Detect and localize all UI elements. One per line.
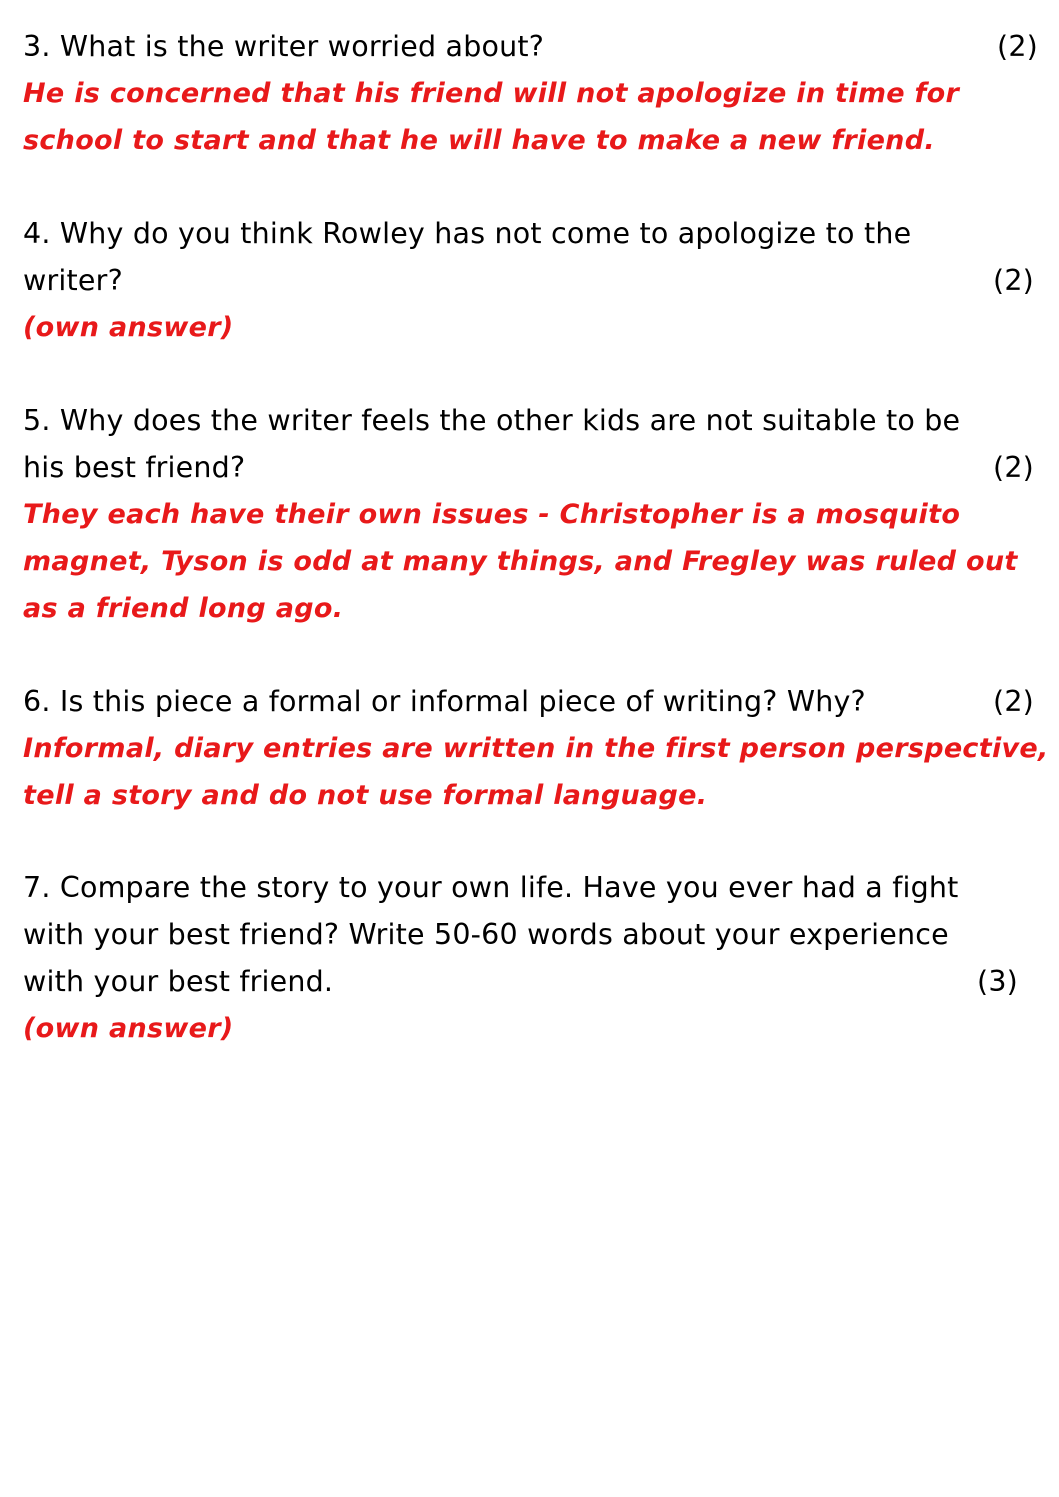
answer-6-line-2: tell a story and do not use formal language.: [23, 780, 708, 811]
question-6-line-1: [23, 678, 1033, 725]
question-5-marks: (2): [993, 451, 1034, 484]
answer-5-line-3: as a friend long ago.: [23, 593, 344, 624]
question-3-line-1: [23, 23, 1038, 70]
answer-6-line-1: Informal, diary entries are written in the first person perspective,: [23, 733, 1049, 764]
answer-4-line-1: (own answer): [23, 312, 234, 343]
question-5-line-2: [23, 444, 1033, 491]
answer-3-line-2: school to start and that he will have to make a new friend.: [23, 125, 935, 156]
question-7-line-3: [23, 958, 1033, 1005]
question-7-line-2: with your best friend? Write 50-60 words about your experience: [23, 918, 949, 951]
answer-5-line-2: magnet, Tyson is odd at many things, and Fregley was ruled out: [23, 546, 1018, 577]
question-3-text: 3. What is the writer worried about?: [23, 30, 545, 63]
question-7-text: with your best friend.: [23, 965, 334, 998]
question-5-text: his best friend?: [23, 451, 246, 484]
question-7-marks: (3): [977, 965, 1018, 998]
question-7-line-1: 7. Compare the story to your own life. Have you ever had a fight: [23, 871, 959, 904]
answer-3-line-1: He is concerned that his friend will not apologize in time for: [23, 78, 960, 109]
question-4-line-2: [23, 257, 1033, 304]
answer-7-line-1: (own answer): [23, 1013, 234, 1044]
question-4-line-1: 4. Why do you think Rowley has not come to apologize to the: [23, 217, 912, 250]
question-4-text: writer?: [23, 264, 123, 297]
question-6-marks: (2): [993, 685, 1034, 718]
answer-5-line-1: They each have their own issues - Christopher is a mosquito: [23, 499, 961, 530]
question-3-marks: (2): [997, 30, 1038, 63]
question-6-text: 6. Is this piece a formal or informal piece of writing? Why?: [23, 685, 866, 718]
question-4-marks: (2): [993, 264, 1034, 297]
question-5-line-1: 5. Why does the writer feels the other kids are not suitable to be: [23, 404, 961, 437]
